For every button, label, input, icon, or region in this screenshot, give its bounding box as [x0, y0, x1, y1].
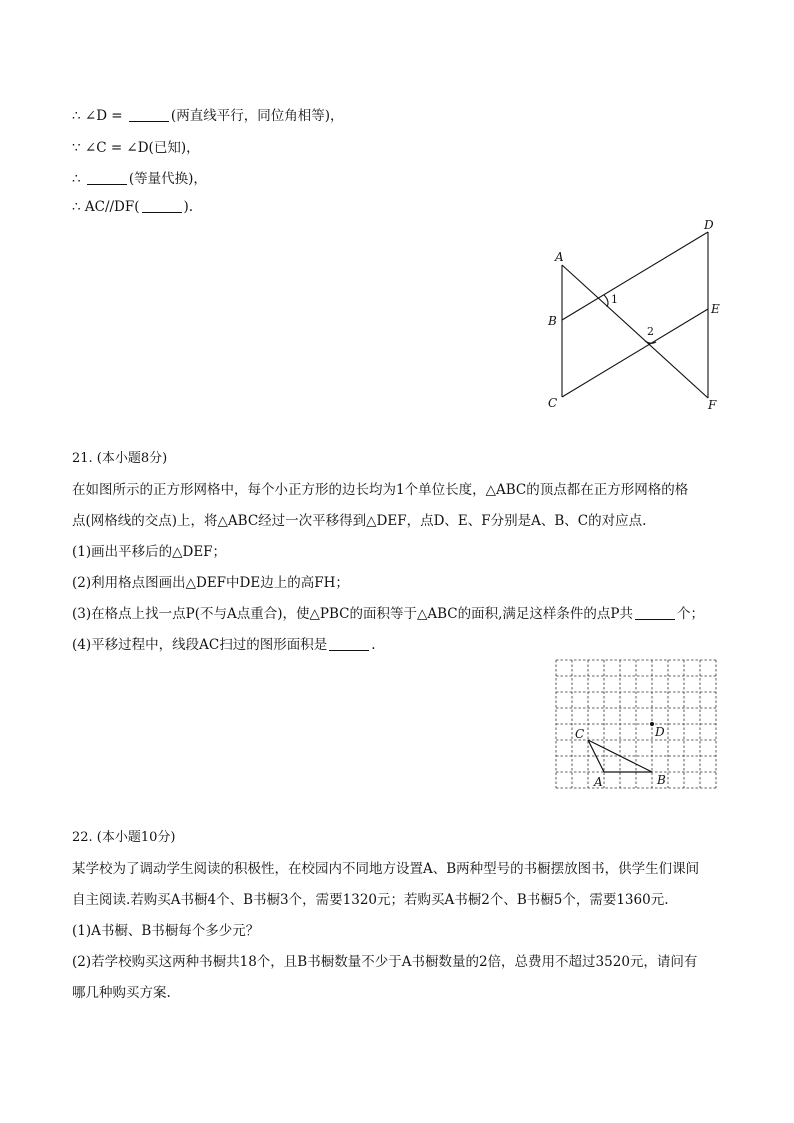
- proof-line-3-post: (等量代换)，: [128, 171, 207, 187]
- q21-stem-line-1: 在如图所示的正方形网格中，每个小正方形的边长均为1个单位长度，△ABC的顶点都在正方形网格的格: [72, 482, 689, 498]
- q22-part-2-line-1: (2)若学校购买这两种书橱共18个，且B书橱数量不少于A书橱数量的2倍，总费用不超过3520元，请问有: [72, 954, 698, 970]
- q22-header: 22. (本小题10分): [72, 830, 176, 845]
- point-d: [650, 722, 654, 726]
- proof-line-2: ∵ ∠C = ∠D(已知)，: [72, 140, 200, 156]
- answer-blank[interactable]: [142, 198, 182, 213]
- label-angle-2: 2: [647, 325, 654, 338]
- grid-label-a: A: [594, 775, 603, 789]
- label-angle-1: 1: [611, 293, 618, 306]
- label-c: C: [548, 396, 558, 410]
- proof-line-4: [72, 198, 193, 215]
- proof-line-3: [72, 167, 207, 187]
- q22-part-1: (1)A书橱、B书橱每个多少元？: [72, 923, 260, 939]
- q21-part-3-pre: (3)在格点上找一点P(不与A点重合)，使△PBC的面积等于△ABC的面积,满足这样条件的点P共: [72, 606, 633, 622]
- q22-part-2-line-2: 哪几种购买方案.: [72, 985, 171, 1001]
- q21-part-3-post: 个；: [676, 606, 704, 622]
- dashed-grid: [556, 660, 716, 788]
- answer-blank[interactable]: [635, 605, 675, 620]
- proof-line-1-pre: ∴ ∠D =: [72, 108, 127, 124]
- proof-line-4-post: ).: [183, 199, 194, 215]
- q22-stem-line-2: 自主阅读.若购买A书橱4个、B书橱3个，需要1320元；若购买A书橱2个、B书橱5个，需要1360元.: [72, 892, 669, 908]
- q21-part-2: (2)利用格点图画出△DEF中DE边上的高FH；: [72, 575, 349, 591]
- q21-part-1: (1)画出平移后的△DEF；: [72, 544, 227, 560]
- label-e: E: [711, 302, 720, 316]
- segment-bd: [562, 232, 708, 320]
- answer-blank[interactable]: [129, 107, 169, 122]
- answer-blank[interactable]: [87, 170, 127, 185]
- q22-stem-line-1: 某学校为了调动学生阅读的积极性，在校园内不同地方设置A、B两种型号的书橱摆放图书，供学生们课间: [72, 861, 700, 877]
- grid-figure: [548, 652, 724, 796]
- proof-line-3-pre: ∴: [72, 171, 85, 187]
- q21-part-4: [72, 633, 376, 653]
- q21-part-3: [72, 602, 704, 622]
- geometry-figure-1: [538, 215, 738, 415]
- proof-line-4-pre: ∴ AC//DF(: [72, 199, 140, 215]
- label-f: F: [708, 398, 717, 412]
- q21-stem-line-2: 点(网格线的交点)上，将△ABC经过一次平移得到△DEF，点D、E、F分别是A、B、C的对应点.: [72, 513, 647, 529]
- q21-part-4-post: .: [371, 637, 376, 653]
- proof-line-1: [72, 104, 343, 124]
- grid-label-b: B: [657, 773, 666, 787]
- label-d: D: [704, 218, 714, 232]
- proof-line-1-post: (两直线平行，同位角相等)，: [170, 108, 344, 124]
- q21-part-4-pre: (4)平移过程中，线段AC扫过的图形面积是: [72, 637, 328, 653]
- grid-label-d: D: [655, 725, 665, 739]
- answer-blank[interactable]: [329, 636, 369, 651]
- grid-label-c: C: [575, 727, 585, 741]
- label-b: B: [548, 314, 557, 328]
- label-a: A: [555, 250, 564, 264]
- segment-ce: [562, 309, 708, 397]
- segment-af: [562, 265, 708, 398]
- q21-header: 21. (本小题8分): [72, 451, 168, 466]
